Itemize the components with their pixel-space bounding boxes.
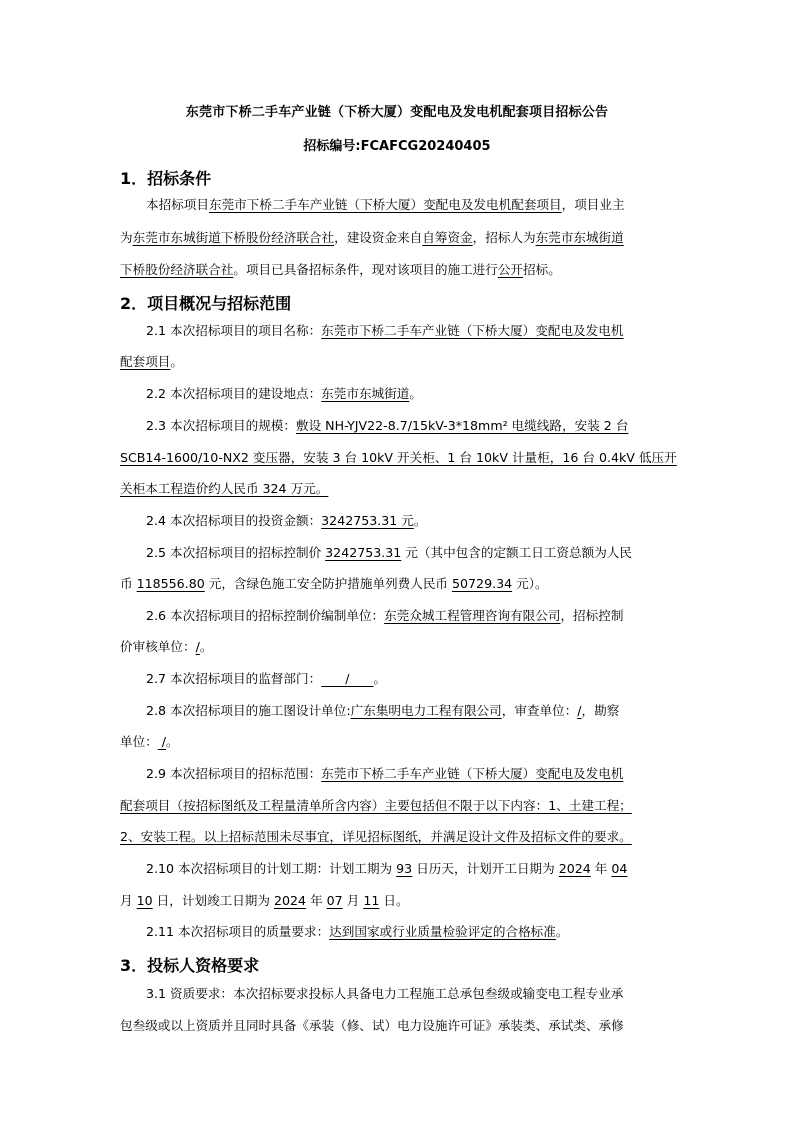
item-2-3-line-2: SCB14-1600/10-NX2 变压器，安装 3 台 10kV 开关柜、1 台 10kV 计量柜，16 台 0.4kV 低压开 (120, 450, 677, 465)
item-2-3-line-1: 2.3 本次招标项目的规模：敷设 NH-YJV22-8.7/15kV-3*18mm² 电缆线路，安装 2 台 (146, 418, 629, 433)
section-heading-1: 1．招标条件 (120, 169, 212, 188)
item-2-7: 2.7 本次招标项目的监督部门： / 。 (146, 671, 387, 686)
section-heading-3: 3．投标人资格要求 (120, 956, 260, 975)
paragraph-1-line-2: 为东莞市东城街道下桥股份经济联合社，建设资金来自自筹资金，招标人为东莞市东城街道 (120, 230, 624, 245)
item-2-9-line-1: 2.9 本次招标项目的招标范围：东莞市下桥二手车产业链（下桥大厦）变配电及发电机 (146, 766, 624, 781)
item-2-6-line-1: 2.6 本次招标项目的招标控制价编制单位：东莞众城工程管理咨询有限公司，招标控制 (146, 608, 624, 623)
item-2-9-line-2: 配套项目（按招标图纸及工程量清单所含内容）主要包括但不限于以下内容：1、土建工程； (120, 798, 632, 813)
paragraph-1-line-1: 本招标项目东莞市下桥二手车产业链（下桥大厦）变配电及发电机配套项目，项目业主 (146, 197, 625, 212)
item-3-1-line-2: 包叁级或以上资质并且同时具备《承装（修、试）电力设施许可证》承装类、承试类、承修 (120, 1018, 624, 1033)
item-2-4: 2.4 本次招标项目的投资金额：3242753.31 元。 (146, 513, 427, 528)
item-2-1-line-2: 配套项目。 (120, 354, 183, 369)
item-2-10-line-2: 月 10 日，计划竣工日期为 2024 年 07 月 11 日。 (120, 893, 409, 908)
item-2-5-line-2: 币 118556.80 元，含绿色施工安全防护措施单列费人民币 50729.34 元）。 (120, 576, 548, 591)
item-2-1-line-1: 2.1 本次招标项目的项目名称：东莞市下桥二手车产业链（下桥大厦）变配电及发电机 (146, 323, 624, 338)
item-2-3-line-3: 关柜本工程造价约人民币 324 万元。 (120, 481, 329, 496)
item-2-8-line-1: 2.8 本次招标项目的施工图设计单位:广东集明电力工程有限公司，审查单位：/，勘察 (146, 703, 620, 718)
item-2-8-line-2: 单位： /。 (120, 734, 179, 749)
document-title: 东莞市下桥二手车产业链（下桥大厦）变配电及发电机配套项目招标公告 (185, 105, 609, 120)
item-2-2: 2.2 本次招标项目的建设地点：东莞市东城街道。 (146, 386, 422, 401)
item-3-1-line-1: 3.1 资质要求：本次招标要求投标人具备电力工程施工总承包叁级或输变电工程专业承 (146, 986, 624, 1001)
paragraph-1-line-3: 下桥股份经济联合社。项目已具备招标条件，现对该项目的施工进行公开招标。 (120, 262, 561, 277)
item-2-10-line-1: 2.10 本次招标项目的计划工期：计划工期为 93 日历天，计划开工日期为 2024 年 04 (146, 861, 628, 876)
item-2-9-line-3: 2、安装工程。以上招标范围未尽事宜，详见招标图纸，并满足设计文件及招标文件的要求。 (120, 829, 632, 844)
item-2-6-line-2: 价审核单位：/。 (120, 639, 213, 654)
bid-number: 招标编号:FCAFCG20240405 (303, 139, 491, 154)
item-2-11: 2.11 本次招标项目的质量要求：达到国家或行业质量检验评定的合格标准。 (146, 924, 569, 939)
item-2-5-line-1: 2.5 本次招标项目的招标控制价 3242753.31 元（其中包含的定额工日工资总额为人民 (146, 545, 632, 560)
section-heading-2: 2．项目概况与招标范围 (120, 294, 292, 313)
